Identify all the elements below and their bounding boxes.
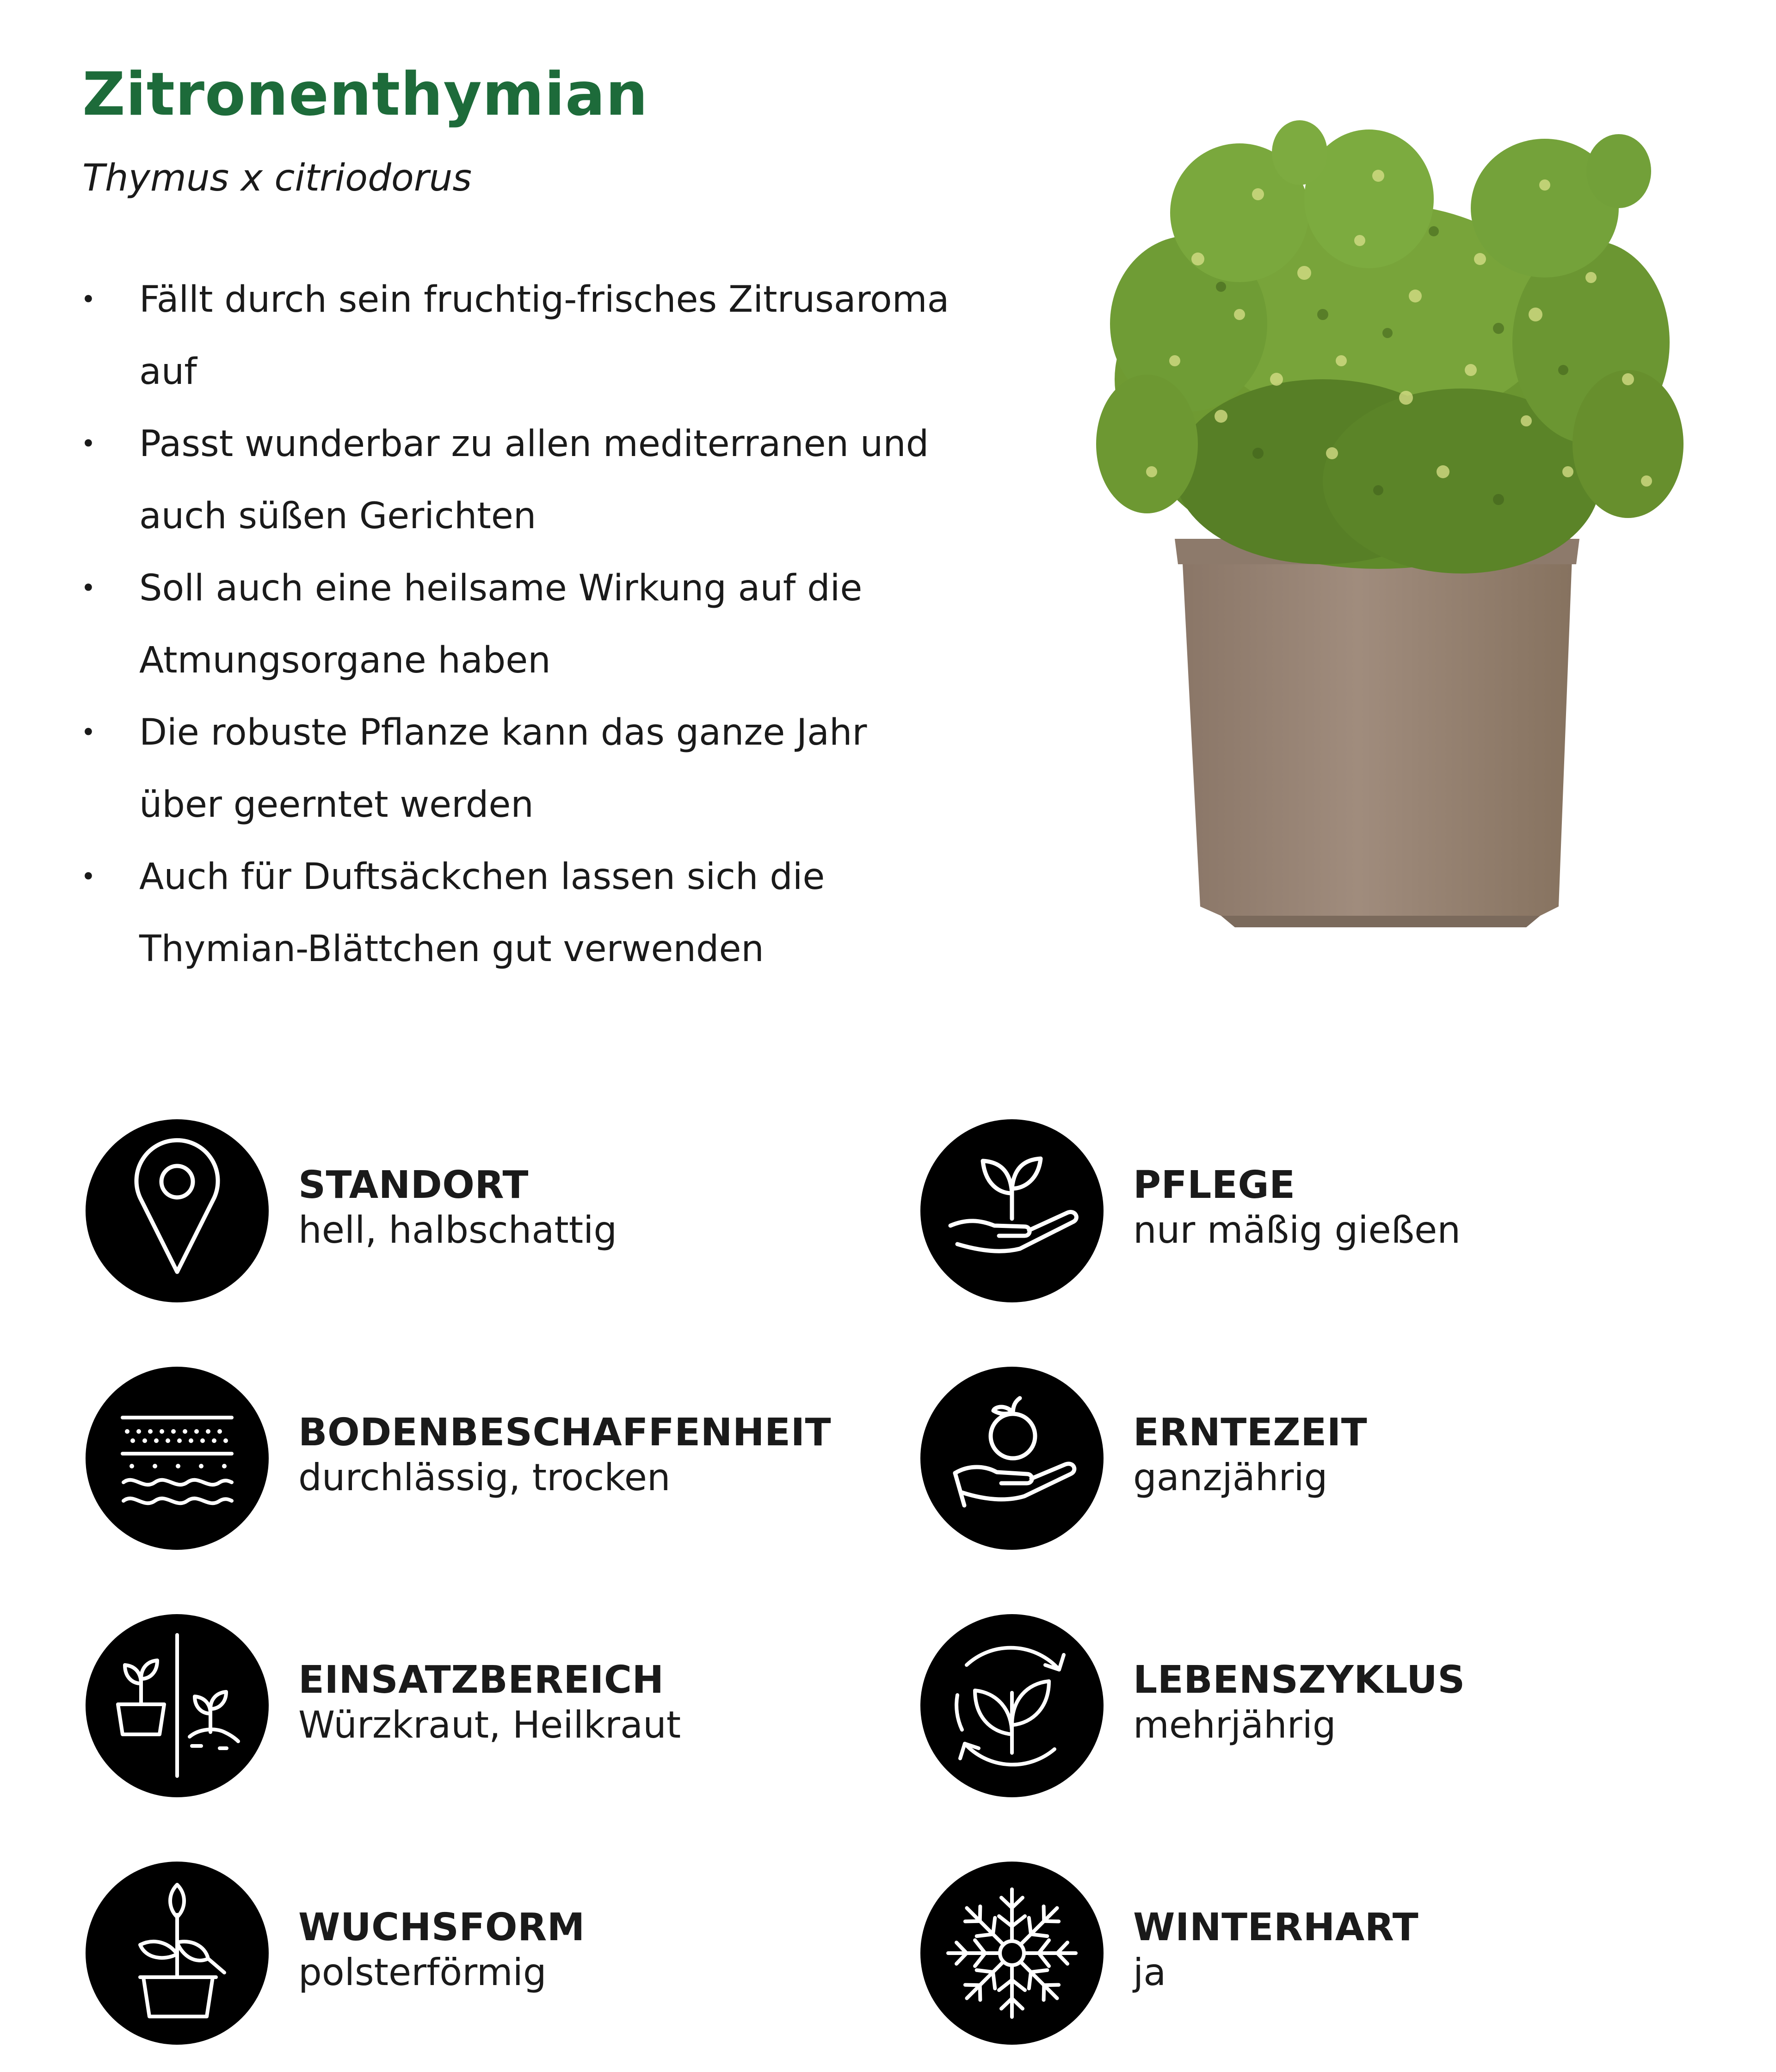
location-pin-icon xyxy=(86,1119,269,1302)
feature-label: LEBENSZYKLUS xyxy=(1133,1658,1465,1702)
list-item: • Soll auch eine heilsame Wirkung auf die Atmungsorgane haben xyxy=(81,552,960,697)
bullet-icon: • xyxy=(81,574,96,603)
bullet-icon: • xyxy=(81,718,96,747)
feature-value: ganzjährig xyxy=(1133,1456,1328,1499)
feature-value: hell, halbschattig xyxy=(298,1209,617,1252)
hand-fruit-icon xyxy=(920,1367,1104,1550)
hand-seedling-icon xyxy=(920,1119,1104,1302)
bullet-icon: • xyxy=(81,285,96,314)
feature-label: STANDORT xyxy=(298,1163,529,1207)
feature-label: EINSATZBEREICH xyxy=(298,1658,664,1702)
plant-photo xyxy=(1082,120,1720,948)
potted-plant-icon xyxy=(86,1862,269,2045)
list-item: • Passt wunderbar zu allen mediterranen und auch süßen Gerichten xyxy=(81,408,960,552)
soil-layers-icon xyxy=(86,1367,269,1550)
list-item: • Auch für Duftsäckchen lassen sich die Thymian-Blättchen gut verwenden xyxy=(81,841,960,985)
snowflake-icon xyxy=(920,1862,1104,2045)
potted-seedling-icon xyxy=(86,1614,269,1797)
bullet-icon: • xyxy=(81,429,96,458)
feature-label: WINTERHART xyxy=(1133,1906,1419,1949)
feature-list xyxy=(81,264,960,985)
feature-value: durchlässig, trocken xyxy=(298,1456,671,1499)
botanical-name: Thymus x citriodorus xyxy=(82,156,472,199)
list-item: • Fällt durch sein fruchtig-frisches Zitrusaroma auf xyxy=(81,264,960,408)
feature-value: ja xyxy=(1133,1951,1166,1994)
feature-value: polsterförmig xyxy=(298,1951,547,1994)
feature-value: mehrjährig xyxy=(1133,1703,1336,1746)
bullet-icon: • xyxy=(81,862,96,891)
cycle-plant-icon xyxy=(920,1614,1104,1797)
product-title: Zitronenthymian xyxy=(82,60,648,129)
feature-label: BODENBESCHAFFENHEIT xyxy=(298,1411,832,1455)
feature-label: ERNTEZEIT xyxy=(1133,1411,1368,1455)
feature-value: Würzkraut, Heilkraut xyxy=(298,1703,681,1746)
feature-label: PFLEGE xyxy=(1133,1163,1295,1207)
feature-label: WUCHSFORM xyxy=(298,1906,585,1949)
list-item: • Die robuste Pflanze kann das ganze Jahr über geerntet werden xyxy=(81,697,960,841)
feature-value: nur mäßig gießen xyxy=(1133,1209,1461,1252)
